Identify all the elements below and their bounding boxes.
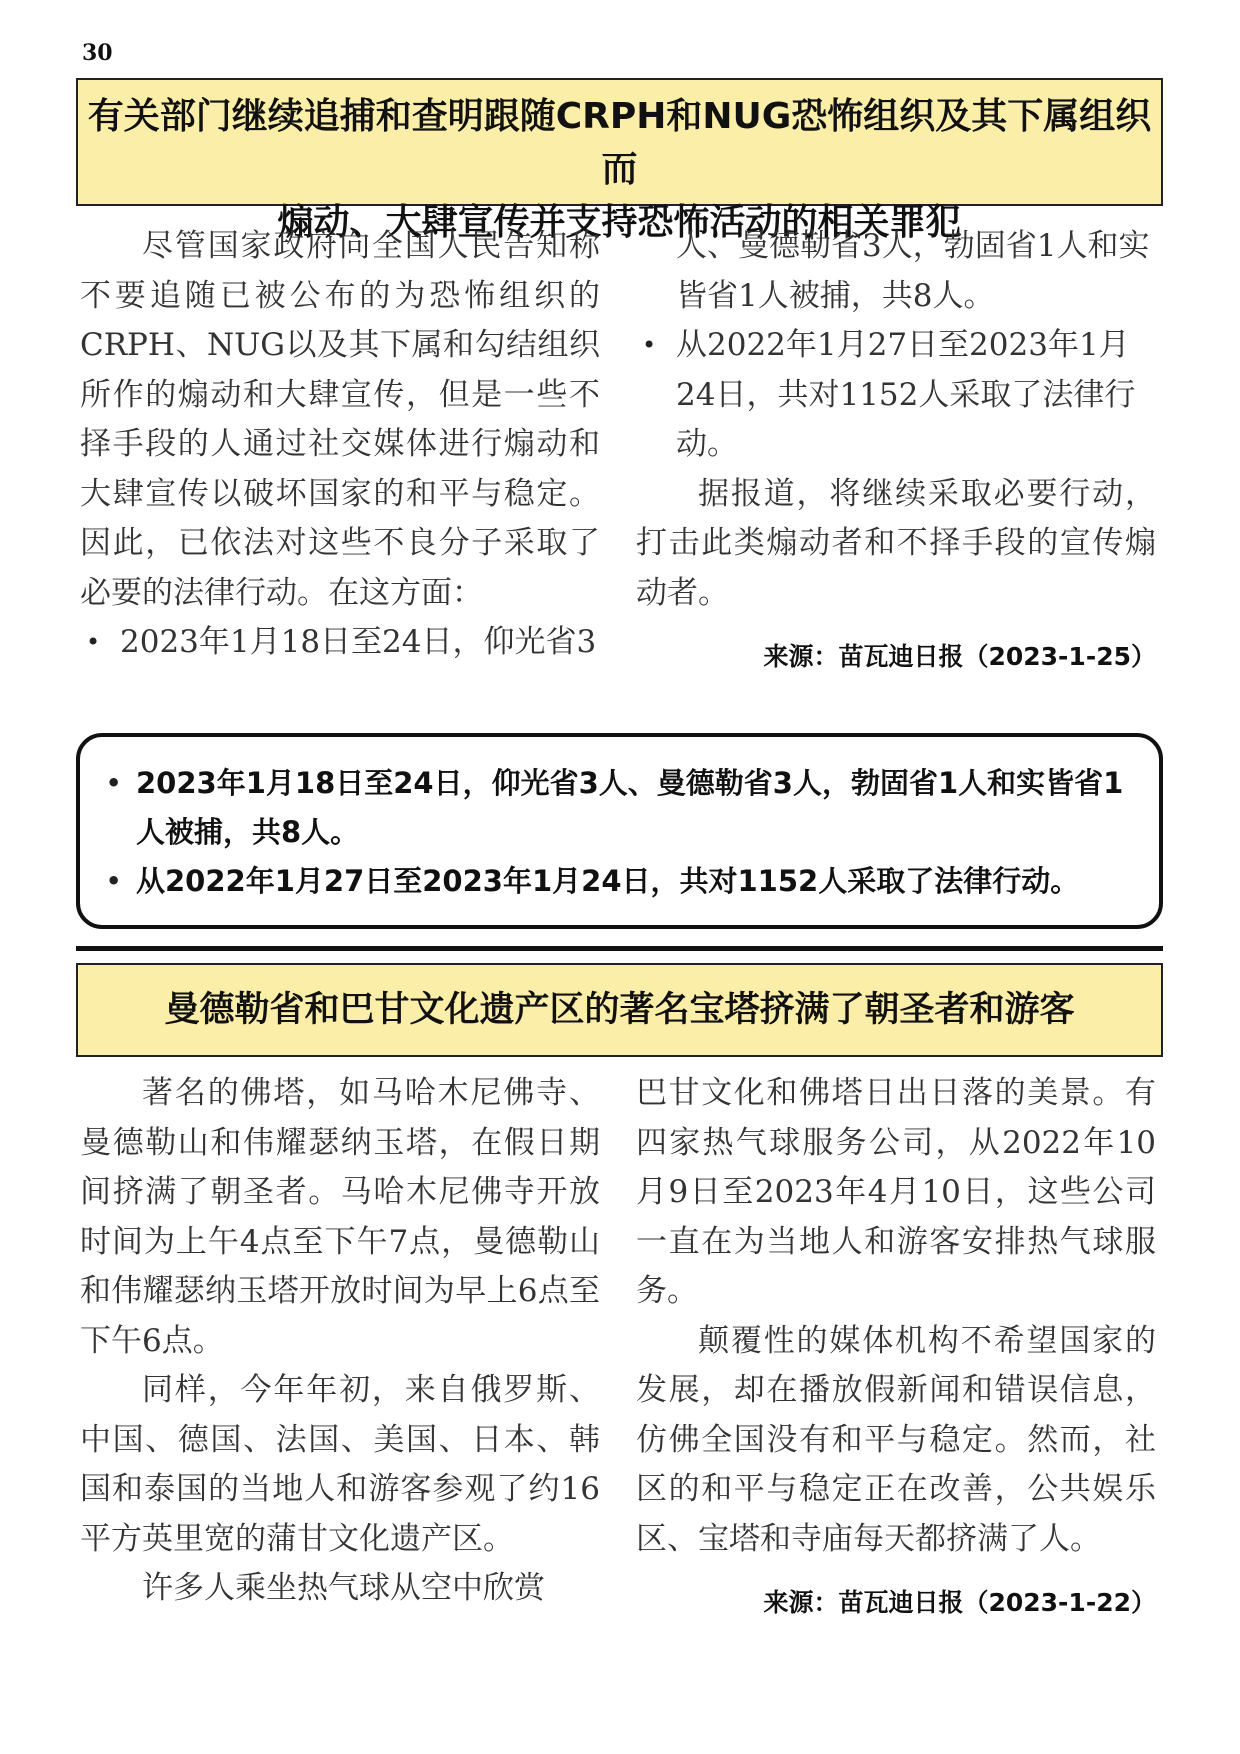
bullet-dot-icon: • (642, 331, 657, 359)
summary-bullet1 (100, 759, 1133, 857)
article1-bullet1-text: 2023年1月18日至24日，仰光省3 (120, 624, 597, 660)
article1-headline (76, 78, 1163, 243)
article1-headline-line1: 有关部门继续追捕和查明跟随CRPH和NUG恐怖组织及其下属组织而 (87, 96, 1152, 190)
article2-headline-text: 曼德勒省和巴甘文化遗产区的著名宝塔挤满了朝圣者和游客 (164, 990, 1075, 1030)
article1-bullet2-text: 从2022年1月27日至2023年1月24日，共对1152人采取了法律行动。 (676, 327, 1136, 462)
article2-left-column (80, 1069, 600, 1614)
article1-bullet2 (636, 321, 1156, 470)
article2-paragraph2: 同样，今年年初，来自俄罗斯、中国、德国、法国、美国、日本、韩国和泰国的当地人和游客参观了约16平方英里宽的蒲甘文化遗产区。 (80, 1372, 600, 1557)
article2-source: 来源：苗瓦迪日报（2023-1-22） (763, 1588, 1156, 1617)
page-number: 30 (82, 40, 113, 66)
article1-bullet1-start (80, 618, 600, 668)
article2-headline (76, 963, 1163, 1057)
article1-bullet1-text-continued: 人、曼德勒省3人，勃固省1人和实皆省1人被捕，共8人。 (676, 228, 1150, 314)
bullet-dot-icon: • (86, 628, 101, 656)
article2-paragraph3-start: 许多人乘坐热气球从空中欣赏 (142, 1570, 545, 1606)
article2-paragraph1: 著名的佛塔，如马哈木尼佛寺、曼德勒山和伟耀瑟纳玉塔，在假日期间挤满了朝圣者。马哈木尼佛寺开放时间为上午4点至下午7点，曼德勒山和伟耀瑟纳玉塔开放时间为早上6点至下午6点。 (80, 1075, 600, 1359)
bullet-dot-icon: • (106, 867, 122, 895)
bullet-dot-icon: • (106, 769, 122, 797)
article1-closing: 据报道，将继续采取必要行动，打击此类煽动者和不择手段的宣传煽动者。 (636, 475, 1156, 611)
article1-intro: 尽管国家政府向全国人民告知称不要追随已被公布的为恐怖组织的CRPH、NUG以及其下属和勾结组织所作的煽动和大肆宣传，但是一些不择手段的人通过社交媒体进行煽动和大肆宣传以破坏国家的和平与稳定。因此，已依法对这些不良分子采取了必要的法律行动。在这方面： (80, 228, 600, 611)
article1-right-column (636, 222, 1156, 682)
article1-source: 来源：苗瓦迪日报（2023-1-25） (763, 642, 1156, 671)
article1-bullet1-continued (636, 222, 1156, 321)
summary-bullet1-text: 2023年1月18日至24日，仰光省3人、曼德勒省3人，勃固省1人和实皆省1人被捕，共8人。 (136, 766, 1124, 849)
article2-paragraph4: 颠覆性的媒体机构不希望国家的发展，却在播放假新闻和错误信息，仿佛全国没有和平与稳定。然而，社区的和平与稳定正在改善，公共娱乐区、宝塔和寺庙每天都挤满了人。 (636, 1322, 1156, 1557)
article1-left-column (80, 222, 600, 668)
summary-bullet2-text: 从2022年1月27日至2023年1月24日，共对1152人采取了法律行动。 (136, 864, 1080, 898)
article2-right-column (636, 1069, 1156, 1628)
article2-paragraph3-end: 巴甘文化和佛塔日出日落的美景。有四家热气球服务公司，从2022年10月9日至2023年4月10日，这些公司一直在为当地人和游客安排热气球服务。 (636, 1075, 1156, 1309)
section-divider (76, 946, 1163, 951)
summary-bullet2 (100, 857, 1133, 906)
article1-headline-line2: 煽动、大肆宣传并支持恐怖活动的相关罪犯 (277, 202, 962, 243)
summary-box (76, 733, 1163, 929)
